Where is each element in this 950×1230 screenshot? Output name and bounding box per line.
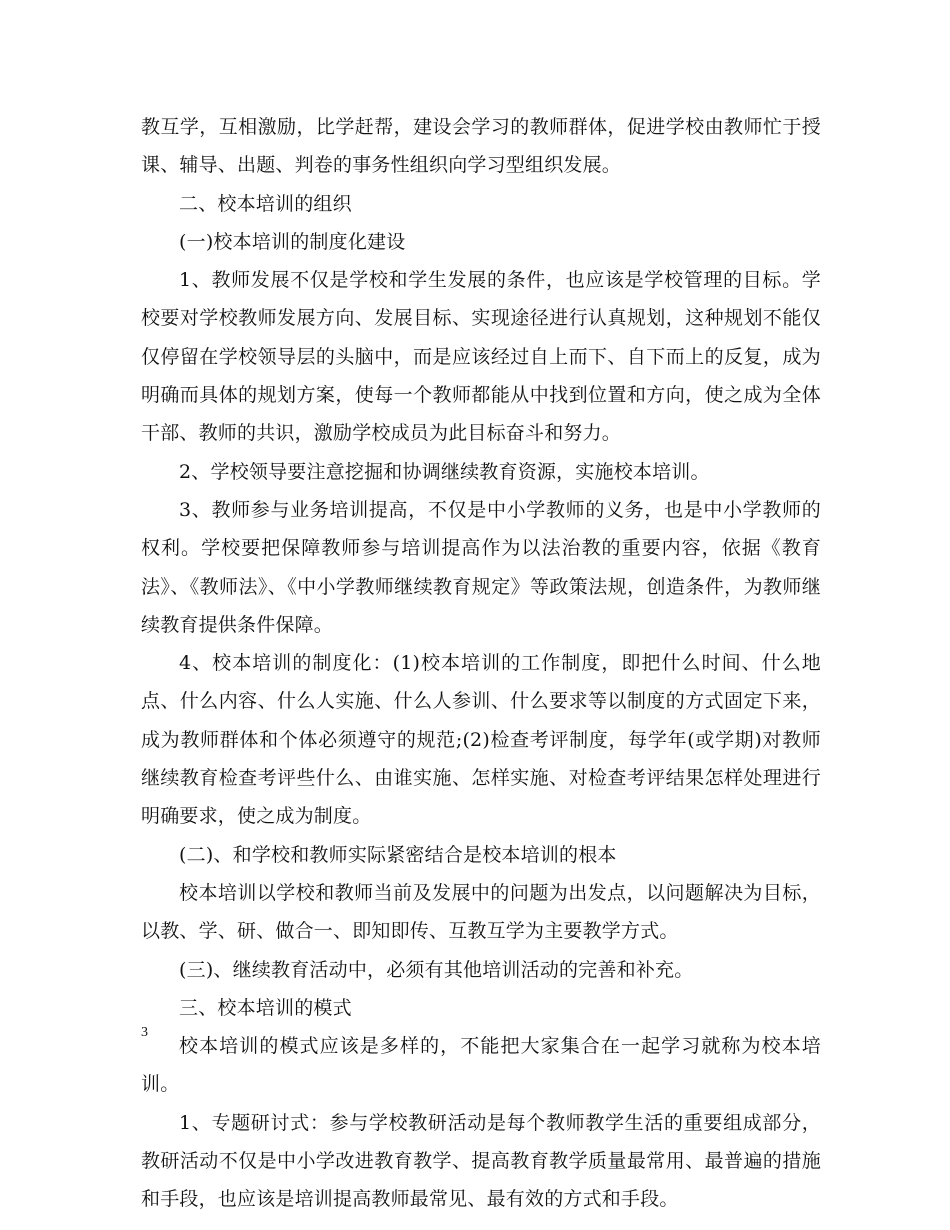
paragraph: 校本培训的模式应该是多样的，不能把大家集合在一起学习就称为校本培训。	[141, 1035, 821, 1096]
paragraph: 校本培训以学校和教师当前及发展中的问题为出发点，以问题解决为目标，以教、学、研、做合一、即知即传、互教互学为主要教学方式。	[141, 881, 821, 943]
subsection-heading: (三)、继续教育活动中，必须有其他培训活动的完善和补充。	[179, 958, 694, 981]
subsection-heading: (二)、和学校和教师实际紧密结合是校本培训的根本	[179, 843, 617, 866]
section-heading: 三、校本培训的模式	[179, 996, 352, 1019]
paragraph: 3、教师参与业务培训提高，不仅是中小学教师的义务，也是中小学教师的权利。学校要把保障教师参与培训提高作为以法治教的重要内容，依据《教育法》、《教师法》、《中小学教师继续教育规定》等政策法规，创造条件，为教师继续教育提供条件保障。	[141, 498, 821, 636]
paragraph: 4、校本培训的制度化：(1)校本培训的工作制度，即把什么时间、什么地点、什么内容、什么人实施、什么人参训、什么要求等以制度的方式固定下来，成为教师群体和个体必须遵守的规范;(2)检查考评制度，每学年(或学期)对教师继续教育检查考评些什么、由谁实施、怎样实施、对检查考评结果怎样处理进行明确要求，使之成为制度。	[141, 652, 821, 828]
paragraph: 教互学，互相激励，比学赶帮，建设会学习的教师群体，促进学校由教师忙于授课、辅导、出题、判卷的事务性组织向学习型组织发展。	[141, 116, 821, 177]
paragraph: 1、教师发展不仅是学校和学生发展的条件，也应该是学校管理的目标。学校要对学校教师发展方向、发展目标、实现途径进行认真规划，这种规划不能仅仅停留在学校领导层的头脑中，而是应该经过自上而下、自下而上的反复，成为明确而具体的规划方案，使每一个教师都能从中找到位置和方向，使之成为全体干部、教师的共识，激励学校成员为此目标奋斗和努力。	[141, 269, 821, 445]
paragraph: 2、学校领导要注意挖掘和协调继续教育资源，实施校本培训。	[179, 460, 710, 483]
page-number: 3	[141, 1025, 148, 1040]
paragraph: 1、专题研讨式：参与学校教研活动是每个教师教学生活的重要组成部分，教研活动不仅是中小学改进教育教学、提高教育教学质量最常用、最普遍的措施和手段，也应该是培训提高教师最常见、最有效的方式和手段。	[141, 1111, 821, 1211]
section-heading: 二、校本培训的组织	[179, 192, 352, 215]
subsection-heading: (一)校本培训的制度化建设	[179, 230, 406, 253]
body-text	[141, 108, 821, 1219]
